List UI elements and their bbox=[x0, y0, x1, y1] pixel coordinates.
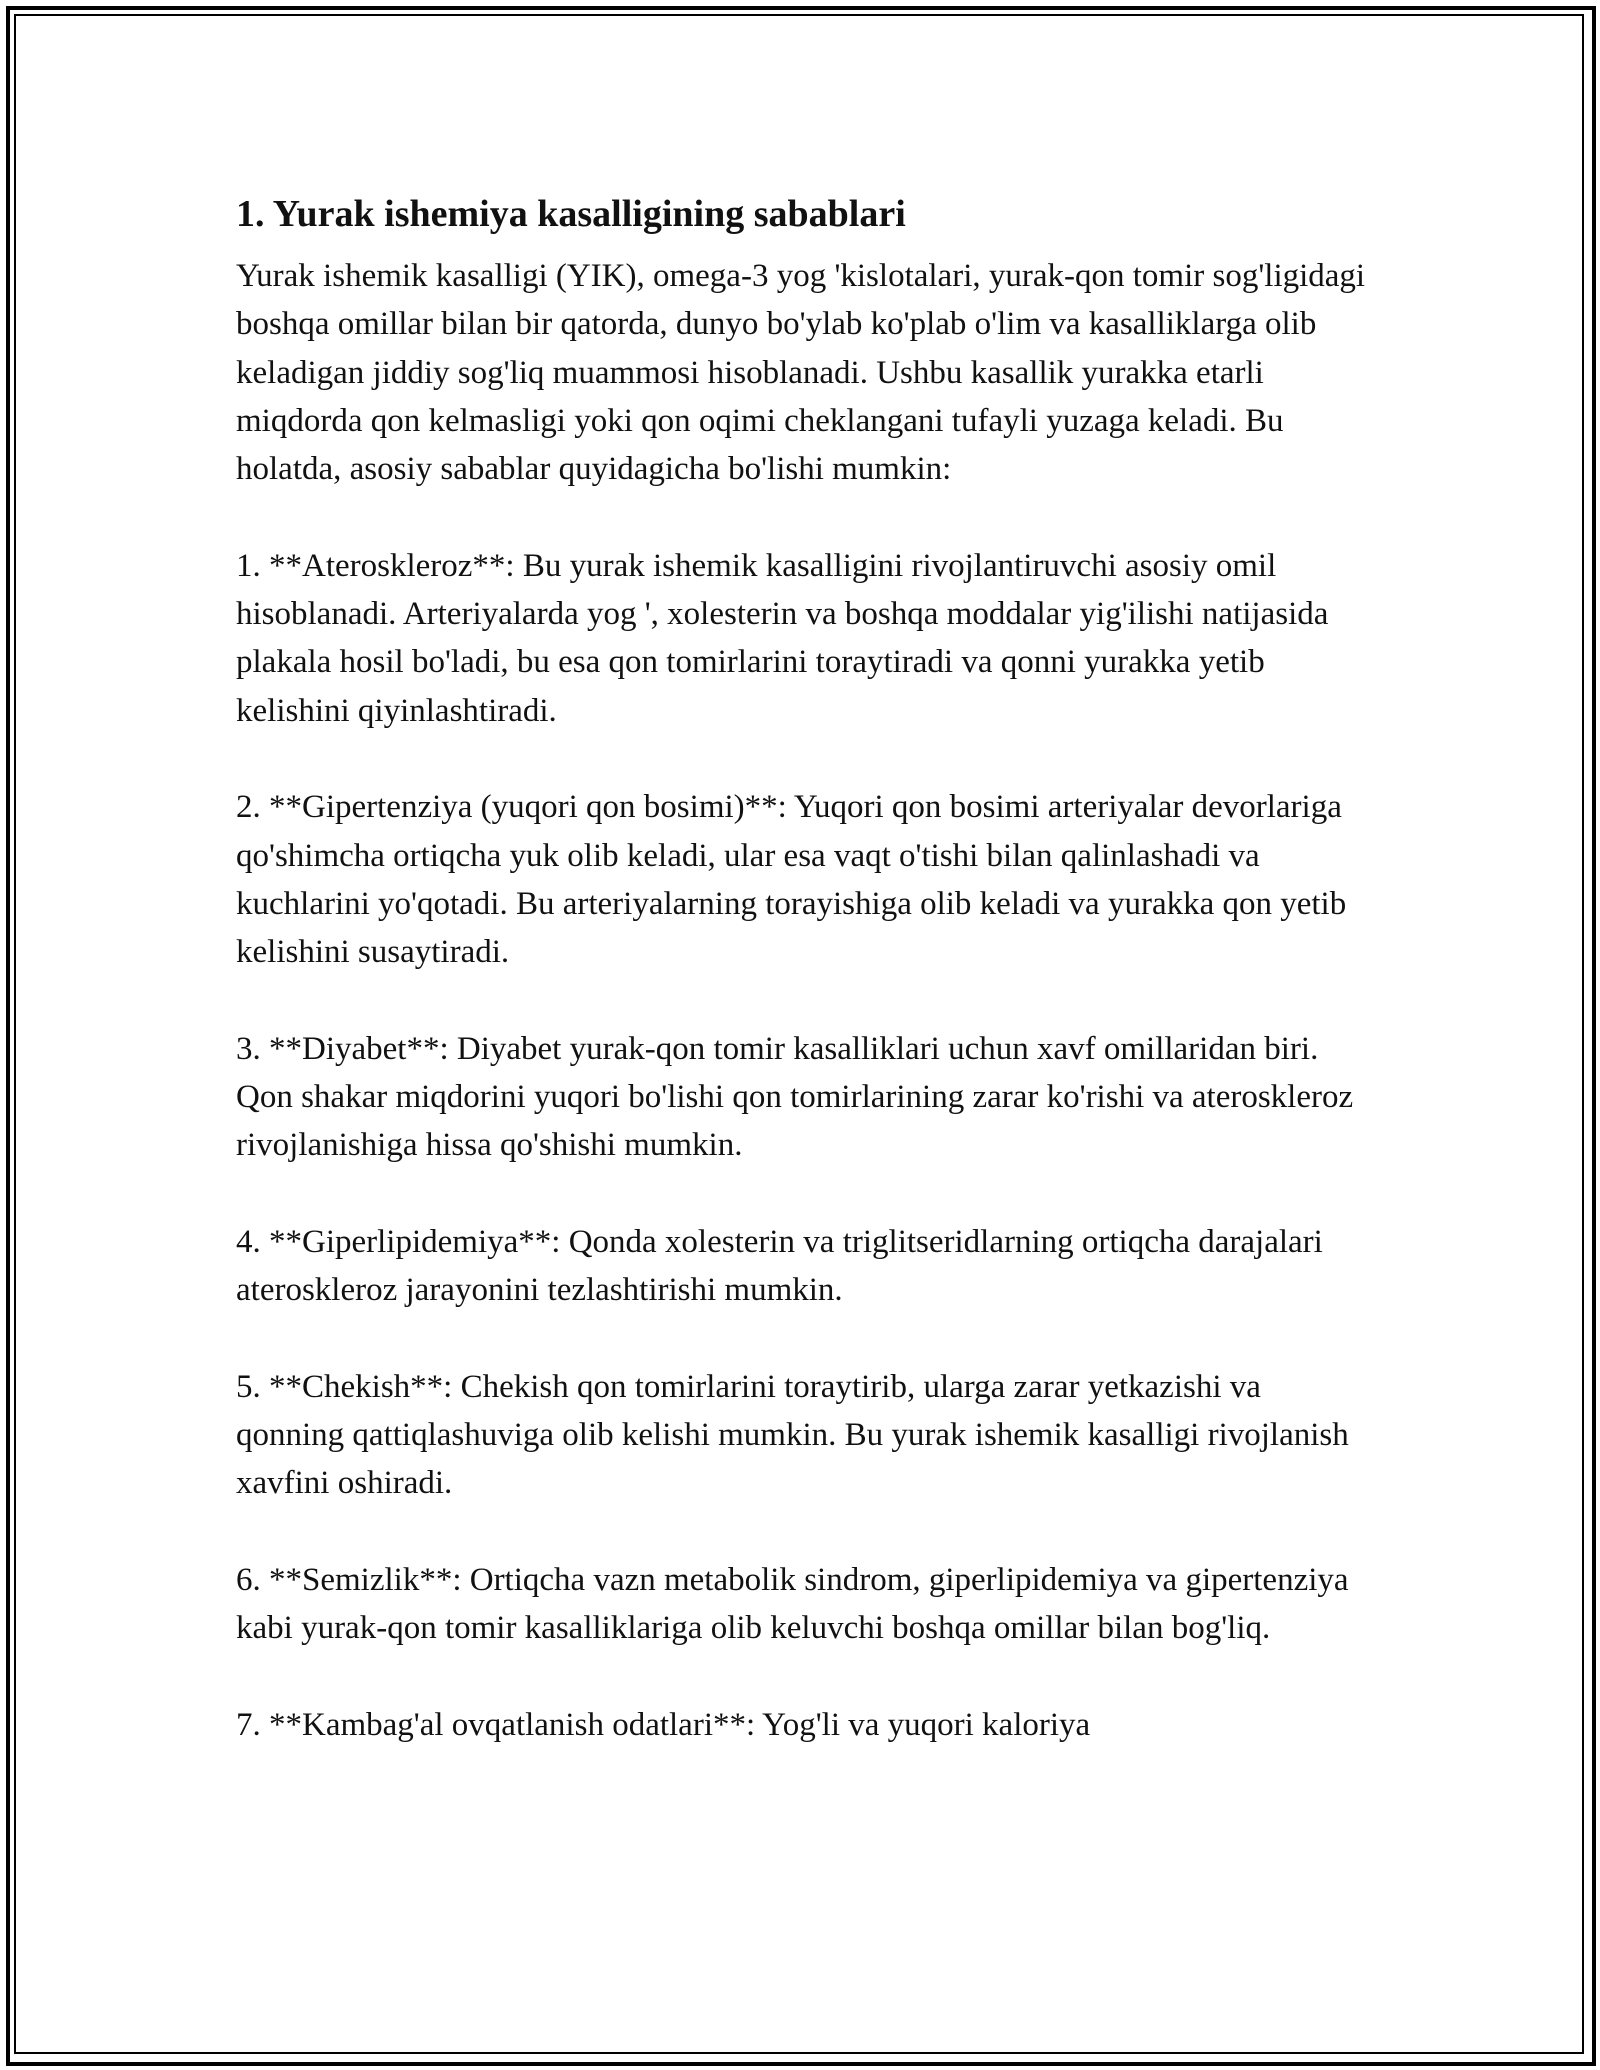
intro-paragraph: Yurak ishemik kasalligi (YIK), omega-3 yog 'kislotalari, yurak-qon tomir sog'ligidagi boshqa omillar bilan bir qatorda, dunyo bo'ylab ko'plab o'lim va kasalliklarga olib keladigan jiddiy sog'liq muammosi hisoblanadi. Ushbu kasallik yurakka etarli miqdorda qon kelmasligi yoki qon oqimi cheklangani tufayli yuzaga keladi. Bu holatda, asosiy sabablar quyidagicha bo'lishi mumkin: bbox=[236, 258, 1366, 488]
cause-item-obesity: 6. **Semizlik**: Ortiqcha vazn metabolik sindrom, giperlipidemiya va gipertenziya kabi yurak-qon tomir kasalliklariga olib keluvchi boshqa omillar bilan bog'liq. bbox=[236, 1562, 1349, 1647]
cause-item-hyperlipidemia: 4. **Giperlipidemiya**: Qonda xolesterin va triglitseridlarning ortiqcha darajalari ateroskleroz jarayonini tezlashtirishi mumkin. bbox=[236, 1223, 1323, 1309]
cause-item-atherosclerosis: 1. **Ateroskleroz**: Bu yurak ishemik kasalligini rivojlantiruvchi asosiy omil hisoblanadi. Arteriyalarda yog ', xolesterin va boshqa moddalar yig'ilishi natijasida plakala hosil bo'ladi, bu esa qon tomirlarini toraytiradi va qonni yurakka yetib kelishini qiyinlashtiradi. bbox=[236, 547, 1329, 729]
cause-item-diabetes: 3. **Diyabet**: Diyabet yurak-qon tomir kasalliklari uchun xavf omillaridan biri. Qon shakar miqdorini yuqori bo'lishi qon tomirlarining zarar ko'rishi va ateroskleroz rivojlanishiga hissa qo'shishi mumkin. bbox=[236, 1030, 1354, 1164]
cause-item-smoking: 5. **Chekish**: Chekish qon tomirlarini toraytirib, ularga zarar yetkazishi va qonning qattiqlashuviga olib kelishi mumkin. Bu yurak ishemik kasalligi rivojlanish xavfini oshiradi. bbox=[236, 1368, 1349, 1502]
document-body bbox=[236, 186, 1366, 1798]
cause-item-hypertension: 2. **Gipertenziya (yuqori qon bosimi)**: Yuqori qon bosimi arteriyalar devorlariga qo'shimcha ortiqcha yuk olib keladi, ular esa vaqt o'tishi bilan qalinlashadi va kuchlarini yo'qotadi. Bu arteriyalarning torayishiga olib keladi va yurakka qon yetib kelishini susaytiradi. bbox=[236, 789, 1347, 971]
cause-item-poor-diet: 7. **Kambag'al ovqatlanish odatlari**: Yog'li va yuqori kaloriya bbox=[236, 1706, 1091, 1743]
document-title: 1. Yurak ishemiya kasalligining sabablari bbox=[236, 193, 906, 235]
